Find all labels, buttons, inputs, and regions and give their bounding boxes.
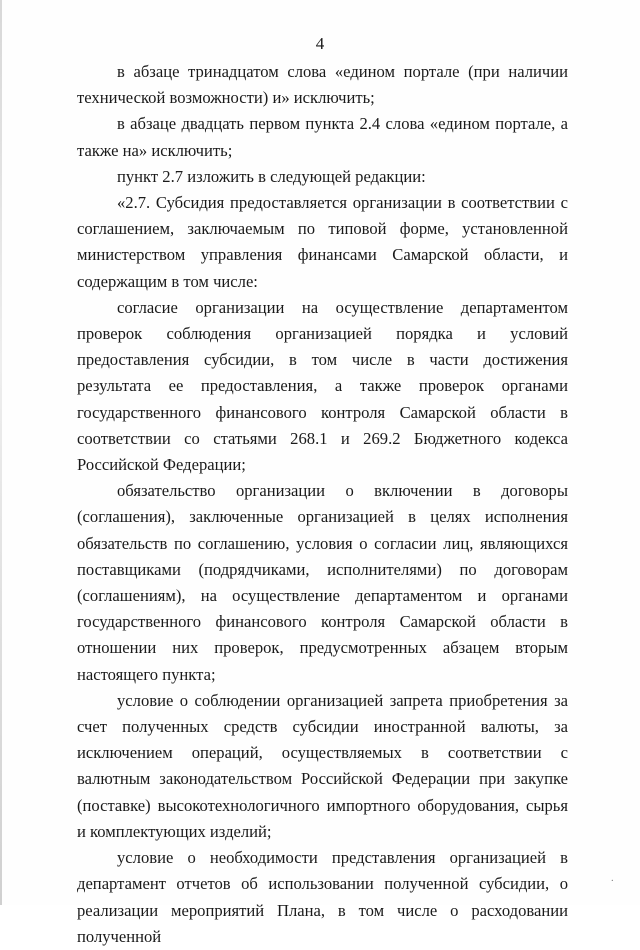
paragraph-5: согласие организации на осуществление департаментом проверок соблюдения организацией порядка и условий предоставления субсидии, в том числе в части достижения результата ее предоставления, а также проверок органами государственного финансового контроля Самарской области в соответствии со статьями 268.1 и 269.2 Бюджетного кодекса Российской Федерации; bbox=[77, 297, 568, 475]
document-body bbox=[77, 59, 568, 950]
paragraph-6: обязательство организации о включении в договоры (соглашения), заключенные организацией в целях исполнения обязательств по соглашению, условия о согласии лиц, являющихся поставщиками (подрядчиками, исполнителями) по договорам (соглашениям), на осуществление департаментом и органами государственного финансового контроля Самарской области в отношении них проверок, предусмотренных абзацем вторым настоящего пункта; bbox=[77, 481, 568, 684]
paragraph-1: в абзаце тринадцатом слова «едином портале (при наличии технической возможности) и» исключить; bbox=[77, 62, 568, 108]
paragraph-4: «2.7. Субсидия предоставляется организации в соответствии с соглашением, заключаемым по типовой форме, установленной министерством управления финансами Самарской области, и содержащим в том числе: bbox=[77, 193, 568, 291]
corner-mark: · bbox=[610, 876, 614, 887]
page-number: 4 bbox=[315, 34, 325, 53]
page-edge-shadow bbox=[0, 0, 2, 905]
paragraph-8: условие о необходимости представления организацией в департамент отчетов об использовании полученной субсидии, о реализации мероприятий Плана, в том числе о расходовании полученной bbox=[77, 848, 568, 946]
paragraph-7: условие о соблюдении организацией запрета приобретения за счет полученных средств субсидии иностранной валюты, за исключением операций, осуществляемых в соответствии с валютным законодательством Российской Федерации при закупке (поставке) высокотехнологичного импортного оборудования, сырья и комплектующих изделий; bbox=[77, 690, 568, 841]
paragraph-2: в абзаце двадцать первом пункта 2.4 слова «едином портале, а также на» исключить; bbox=[77, 114, 568, 160]
paragraph-3: пункт 2.7 изложить в следующей редакции: bbox=[117, 166, 426, 186]
